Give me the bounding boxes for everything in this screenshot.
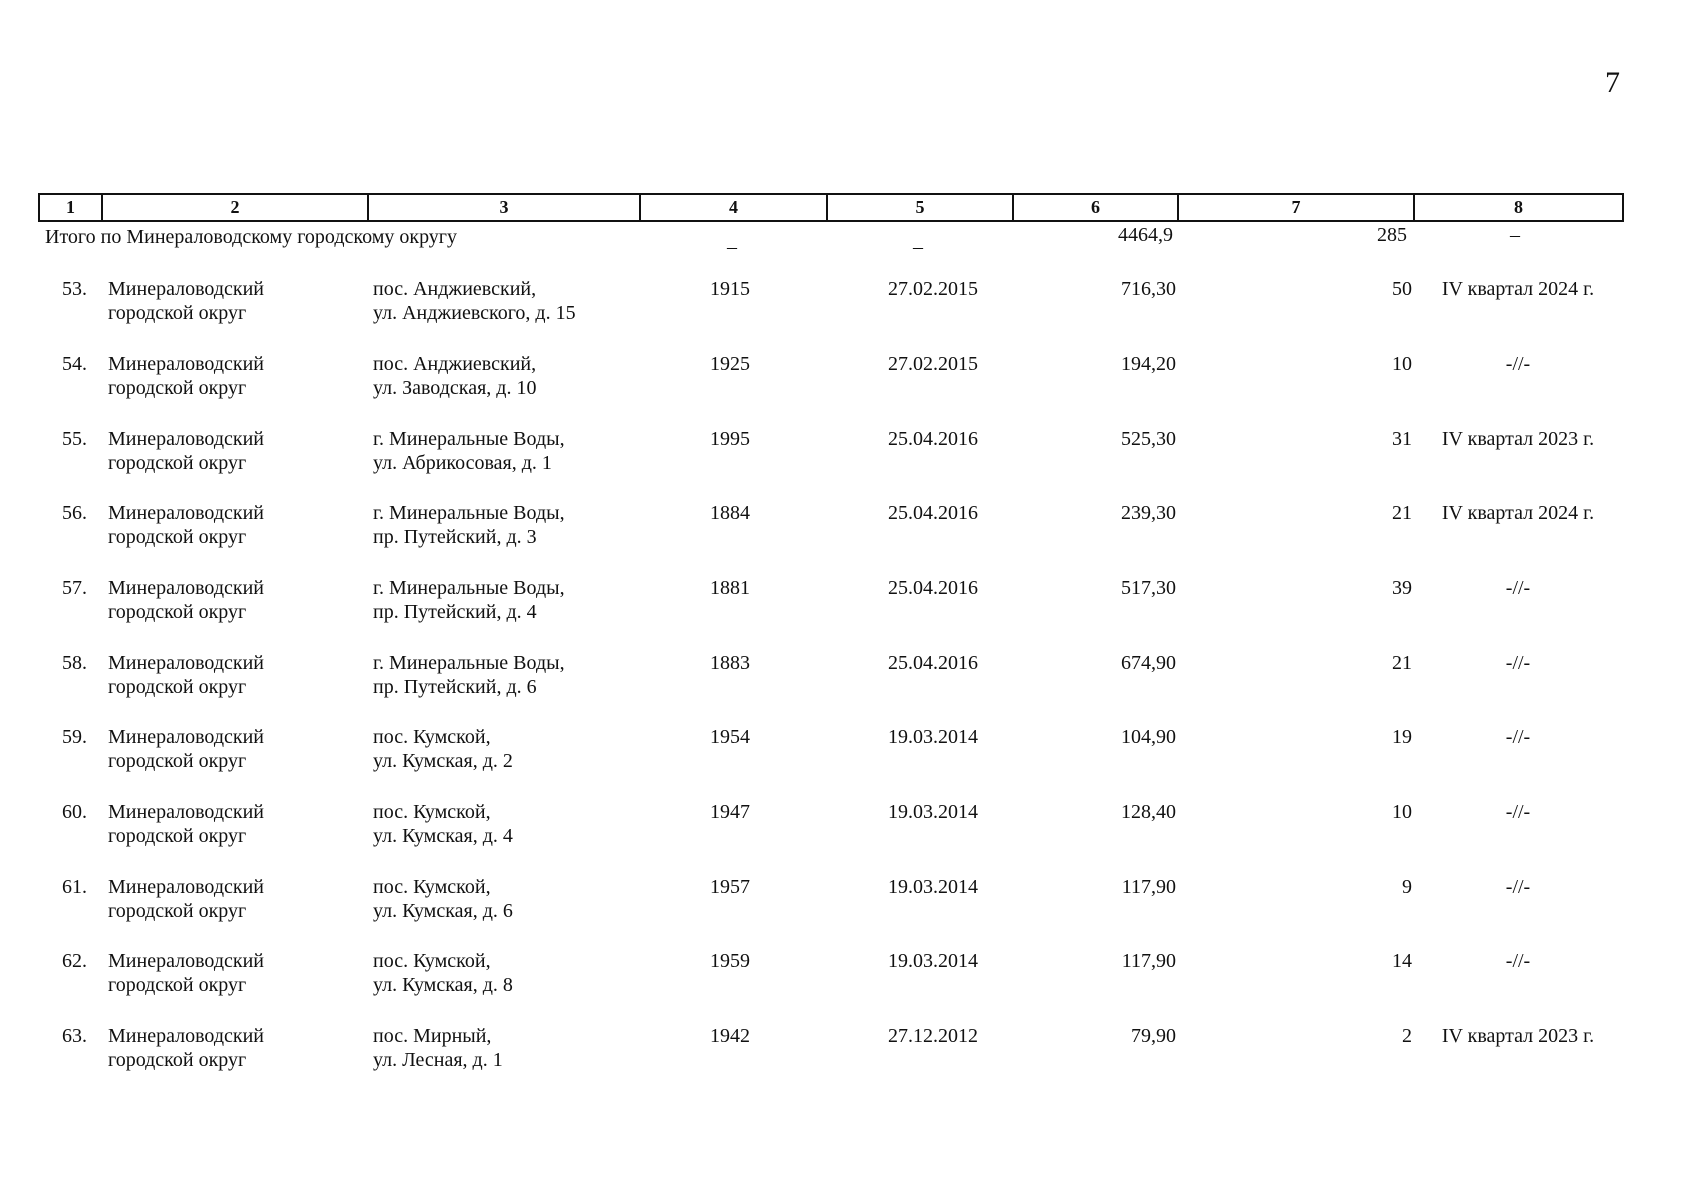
residents-count: 9 [1402,876,1412,898]
relocation-term: IV квартал 2024 г. [1441,502,1595,524]
address [373,501,565,549]
municipality-line-2: городской округ [108,377,247,399]
municipality [108,651,264,699]
table-row [0,800,1688,856]
address [373,725,513,773]
build-year: 1957 [710,876,750,898]
build-year: 1881 [710,577,750,599]
row-number: 56. [62,502,87,524]
table-row [0,725,1688,781]
area: 716,30 [1121,278,1176,300]
total-col4: – [727,236,737,258]
municipality [108,427,264,475]
municipality-line-1: Минераловодский [108,876,265,898]
municipality-line-2: городской округ [108,750,247,772]
column-header: 4 [640,194,827,221]
address [373,427,565,475]
area: 117,90 [1121,876,1176,898]
municipality [108,576,264,624]
area: 194,20 [1121,353,1176,375]
table-row [0,576,1688,632]
build-year: 1995 [710,428,750,450]
recognition-date: 19.03.2014 [888,950,978,972]
address-line-2: ул. Абрикосовая, д. 1 [373,452,552,474]
residents-count: 21 [1392,652,1412,674]
municipality-line-1: Минераловодский [108,278,265,300]
address-line-2: ул. Анджиевского, д. 15 [373,302,576,324]
column-header: 6 [1013,194,1178,221]
area: 128,40 [1121,801,1176,823]
address-line-1: пос. Мирный, [373,1025,492,1047]
address-line-1: г. Минеральные Воды, [373,502,565,524]
table-row [0,875,1688,931]
table-row [0,277,1688,333]
row-number: 54. [62,353,87,375]
address-line-1: г. Минеральные Воды, [373,428,565,450]
municipality [108,875,264,923]
recognition-date: 25.04.2016 [888,652,978,674]
address [373,277,576,325]
municipality [108,800,264,848]
build-year: 1883 [710,652,750,674]
address-line-2: ул. Кумская, д. 4 [373,825,513,847]
municipality-line-1: Минераловодский [108,801,265,823]
address-line-1: г. Минеральные Воды, [373,577,565,599]
area: 117,90 [1121,950,1176,972]
residents-count: 31 [1392,428,1412,450]
relocation-term: -//- [1505,801,1531,823]
municipality-line-2: городской округ [108,452,247,474]
municipality-line-2: городской округ [108,302,247,324]
area: 525,30 [1121,428,1176,450]
recognition-date: 25.04.2016 [888,502,978,524]
municipality-line-2: городской округ [108,825,247,847]
municipality-line-2: городской округ [108,974,247,996]
municipality-line-2: городской округ [108,601,247,623]
residents-count: 10 [1392,801,1412,823]
municipality-line-1: Минераловодский [108,577,265,599]
row-number: 58. [62,652,87,674]
address-line-2: ул. Кумская, д. 6 [373,900,513,922]
address-line-1: пос. Кумской, [373,950,491,972]
municipality-line-1: Минераловодский [108,1025,265,1047]
address-line-2: ул. Кумская, д. 2 [373,750,513,772]
relocation-term: -//- [1505,876,1531,898]
municipality-line-1: Минераловодский [108,652,265,674]
address-line-1: г. Минеральные Воды, [373,652,565,674]
municipality-line-2: городской округ [108,1049,247,1071]
municipality-line-1: Минераловодский [108,428,265,450]
column-header: 5 [827,194,1013,221]
table-row [0,651,1688,707]
municipality-line-2: городской округ [108,676,247,698]
row-number: 60. [62,801,87,823]
residents-count: 21 [1392,502,1412,524]
municipality-line-2: городской округ [108,526,247,548]
residents-count: 10 [1392,353,1412,375]
row-number: 53. [62,278,87,300]
row-number: 57. [62,577,87,599]
relocation-term: -//- [1505,726,1531,748]
recognition-date: 27.02.2015 [888,278,978,300]
column-header: 2 [102,194,368,221]
table-row [0,1024,1688,1080]
address-line-1: пос. Кумской, [373,801,491,823]
address [373,576,565,624]
relocation-term: -//- [1505,577,1531,599]
address-line-2: ул. Кумская, д. 8 [373,974,513,996]
row-number: 62. [62,950,87,972]
area: 79,90 [1131,1025,1176,1047]
relocation-term: -//- [1505,652,1531,674]
recognition-date: 27.12.2012 [888,1025,978,1047]
address-line-2: ул. Лесная, д. 1 [373,1049,503,1071]
area: 517,30 [1121,577,1176,599]
recognition-date: 25.04.2016 [888,577,978,599]
municipality [108,277,264,325]
address-line-2: пр. Путейский, д. 3 [373,526,537,548]
table-row [0,501,1688,557]
residents-count: 39 [1392,577,1412,599]
address-line-1: пос. Анджиевский, [373,278,537,300]
row-number: 59. [62,726,87,748]
municipality [108,501,264,549]
column-header-row [39,194,1623,221]
build-year: 1947 [710,801,750,823]
recognition-date: 19.03.2014 [888,876,978,898]
address-line-2: пр. Путейский, д. 6 [373,676,537,698]
row-number: 55. [62,428,87,450]
address [373,352,536,400]
column-header: 7 [1178,194,1414,221]
municipality [108,352,264,400]
municipality-line-1: Минераловодский [108,353,265,375]
total-flats: 285 [1377,224,1407,246]
address-line-1: пос. Кумской, [373,876,491,898]
column-header: 1 [39,194,102,221]
recognition-date: 19.03.2014 [888,801,978,823]
address [373,1024,503,1072]
address-line-1: пос. Кумской, [373,726,491,748]
column-header-table [38,193,1624,222]
page-number: 7 [1605,66,1620,99]
recognition-date: 27.02.2015 [888,353,978,375]
address [373,875,513,923]
area: 104,90 [1121,726,1176,748]
address-line-1: пос. Анджиевский, [373,353,537,375]
build-year: 1954 [710,726,750,748]
table-row [0,949,1688,1005]
column-header: 8 [1414,194,1623,221]
relocation-term: -//- [1505,950,1531,972]
build-year: 1884 [710,502,750,524]
table-row [0,427,1688,483]
address [373,651,565,699]
municipality [108,1024,264,1072]
area: 239,30 [1121,502,1176,524]
total-col8: – [1510,224,1520,246]
municipality [108,949,264,997]
build-year: 1915 [710,278,750,300]
address [373,949,513,997]
row-number: 63. [62,1025,87,1047]
relocation-term: IV квартал 2023 г. [1441,428,1595,450]
residents-count: 14 [1392,950,1412,972]
recognition-date: 19.03.2014 [888,726,978,748]
build-year: 1942 [710,1025,750,1047]
build-year: 1925 [710,353,750,375]
address [373,800,513,848]
total-row [0,222,1688,258]
table-row [0,352,1688,408]
municipality-line-1: Минераловодский [108,502,265,524]
relocation-term: IV квартал 2023 г. [1441,1025,1595,1047]
relocation-term: IV квартал 2024 г. [1441,278,1595,300]
municipality-line-1: Минераловодский [108,950,265,972]
municipality [108,725,264,773]
residents-count: 19 [1392,726,1412,748]
area: 674,90 [1121,652,1176,674]
total-label: Итого по Минераловодскому городскому округу [45,226,458,248]
relocation-term: -//- [1505,353,1531,375]
column-header: 3 [368,194,640,221]
residents-count: 2 [1402,1025,1412,1047]
municipality-line-1: Минераловодский [108,726,265,748]
residents-count: 50 [1392,278,1412,300]
total-area: 4464,9 [1118,224,1173,246]
row-number: 61. [62,876,87,898]
municipality-line-2: городской округ [108,900,247,922]
recognition-date: 25.04.2016 [888,428,978,450]
build-year: 1959 [710,950,750,972]
address-line-2: пр. Путейский, д. 4 [373,601,537,623]
total-col5: – [913,236,923,258]
address-line-2: ул. Заводская, д. 10 [373,377,537,399]
